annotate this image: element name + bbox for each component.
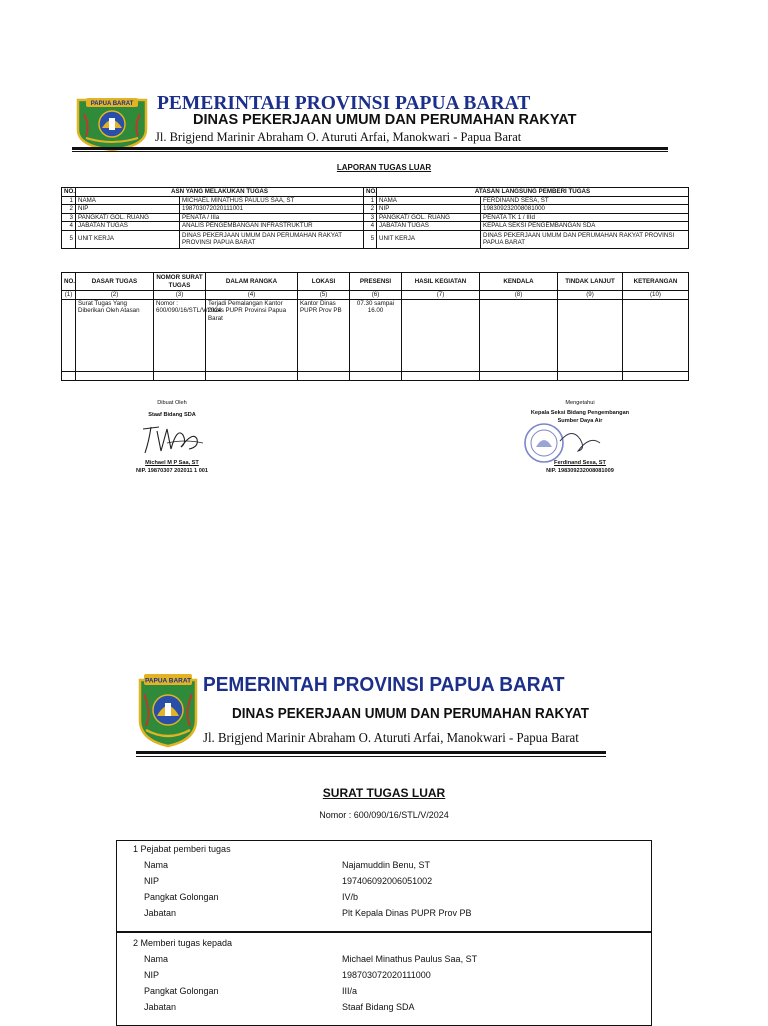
task-table-header (62, 273, 689, 291)
cell-keterangan (623, 299, 689, 371)
sig-right-nip: NIP. 198309232008081009 (546, 468, 614, 474)
col-number: (9) (558, 291, 623, 300)
row-value: FERDINAND SESA, ST (481, 196, 689, 205)
empty-cell (623, 371, 689, 380)
letterhead-address: Jl. Brigjend Marinir Abraham O. Aturuti Arfai, Manokwari - Papua Barat (155, 130, 522, 144)
row-label: NAMA (76, 196, 180, 205)
letterhead (0, 0, 768, 160)
surat-tugas-page (0, 650, 768, 1024)
row-label: UNIT KERJA (377, 230, 481, 248)
col-number: (3) (154, 291, 206, 300)
letterhead-subtitle: DINAS PEKERJAAN UMUM DAN PERUMAHAN RAKYAT (193, 112, 577, 128)
row-number: 4 (62, 222, 76, 231)
empty-cell (62, 371, 76, 380)
sig-right-line1: Mengetahui (565, 400, 595, 406)
row-value: 198309232008081000 (481, 205, 689, 214)
sig-left-name: Michael M P Saa, ST (145, 460, 199, 466)
empty-cell (402, 371, 480, 380)
table-row (62, 196, 689, 205)
col-number: (2) (76, 291, 154, 300)
header-hasil-kegiatan: HASIL KEGIATAN (402, 273, 480, 291)
table-row (62, 205, 689, 214)
cell-tindak-lanjut (558, 299, 623, 371)
empty-cell (76, 371, 154, 380)
svg-text:PAPUA BARAT: PAPUA BARAT (90, 101, 134, 107)
header-keterangan: KETERANGAN (623, 273, 689, 291)
header-nomor-surat: NOMOR SURAT TUGAS (154, 273, 206, 291)
empty-cell (350, 371, 402, 380)
signature-right (510, 399, 650, 475)
row-label: UNIT KERJA (76, 230, 180, 248)
table-row-empty (62, 371, 689, 380)
row-number: 5 (62, 230, 76, 248)
cell-dasar-tugas: Surat Tugas Yang Diberikan Oleh Atasan (76, 299, 154, 371)
letterhead-rule-thick (136, 751, 606, 754)
empty-cell (558, 371, 623, 380)
svg-text:PAPUA BARAT: PAPUA BARAT (144, 677, 192, 685)
header-lokasi: LOKASI (298, 273, 350, 291)
col-number: (6) (350, 291, 402, 300)
task-table (61, 272, 689, 381)
asn-header-no: NO. (62, 188, 76, 197)
papua-barat-emblem-icon (72, 94, 152, 152)
row-label: PANGKAT/ GOL. RUANG (377, 213, 481, 222)
section-pejabat-box (116, 840, 652, 932)
row-value: PENATA / IIIa (180, 213, 364, 222)
row-number: 1 (364, 196, 377, 205)
row-value: KEPALA SEKSI PENGEMBANGAN SDA (481, 222, 689, 231)
cell-presensi: 07.30 sampai 16.00 (350, 299, 402, 371)
cell-lokasi: Kantor Dinas PUPR Prov PB (298, 299, 350, 371)
empty-cell (206, 371, 298, 380)
header-presensi: PRESENSI (350, 273, 402, 291)
row-label: NIP (76, 205, 180, 214)
empty-cell (480, 371, 558, 380)
table-row (62, 230, 689, 248)
row-number: 3 (364, 213, 377, 222)
row-label: JABATAN TUGAS (76, 222, 180, 231)
row-value: ANALIS PENGEMBANGAN INFRASTRUKTUR (180, 222, 364, 231)
header-dalam-rangka: DALAM RANGKA (206, 273, 298, 291)
letterhead-address: Jl. Brigjend Marinir Abraham O. Aturuti Arfai, Manokwari - Papua Barat (203, 730, 579, 745)
col-number: (8) (480, 291, 558, 300)
row-number: 1 (62, 196, 76, 205)
col-number: (1) (62, 291, 76, 300)
asn-header-right: ATASAN LANGSUNG PEMBERI TUGAS (377, 188, 689, 197)
header-tindak-lanjut: TINDAK LANJUT (558, 273, 623, 291)
handwritten-signature-icon (137, 421, 207, 457)
asn-header-no2: NO. (364, 188, 377, 197)
field-label: Nama (144, 954, 169, 964)
row-value: DINAS PEKERJAAN UMUM DAN PERUMAHAN RAKYAT PROVINSI PAPUA BARAT (180, 230, 364, 248)
row-label: NAMA (377, 196, 481, 205)
field-label: Jabatan (144, 1002, 177, 1012)
field-value: Najamuddin Benu, ST (342, 860, 431, 870)
row-label: PANGKAT/ GOL. RUANG (76, 213, 180, 222)
header-no: NO. (62, 273, 76, 291)
row-number: 3 (62, 213, 76, 222)
row-value: PENATA TK 1 / IIId (481, 213, 689, 222)
surat-number: Nomor : 600/090/16/STL/V/2024 (319, 810, 449, 820)
asn-table (61, 187, 689, 249)
row-number: 4 (364, 222, 377, 231)
papua-barat-emblem-icon (136, 672, 200, 748)
row-label: JABATAN TUGAS (377, 222, 481, 231)
column-number-row (62, 291, 689, 300)
section-heading: 2 Memberi tugas kepada (133, 938, 233, 948)
row-value: 198703072020111001 (180, 205, 364, 214)
field-label: Jabatan (144, 908, 177, 918)
row-number: 5 (364, 230, 377, 248)
cell-no (62, 299, 76, 371)
col-number: (5) (298, 291, 350, 300)
field-value: Plt Kepala Dinas PUPR Prov PB (342, 908, 472, 918)
letterhead-title: PEMERINTAH PROVINSI PAPUA BARAT (203, 673, 565, 696)
field-label: NIP (144, 970, 160, 980)
section-penerima-box (116, 932, 652, 1026)
header-kendala: KENDALA (480, 273, 558, 291)
empty-cell (298, 371, 350, 380)
col-number: (4) (206, 291, 298, 300)
cell-nomor-surat: Nomor : 600/090/16/STL/V/2024 (154, 299, 206, 371)
section-heading: 1 Pejabat pemberi tugas (133, 844, 231, 854)
letterhead (0, 650, 768, 760)
field-value: III/a (342, 986, 358, 996)
field-label: Pangkat Golongan (144, 986, 219, 996)
sig-left-role: Staaf Bidang SDA (148, 412, 196, 418)
letterhead-rule-thick (72, 147, 668, 150)
cell-kendala (480, 299, 558, 371)
table-row (62, 213, 689, 222)
row-number: 2 (62, 205, 76, 214)
letterhead-rule-thin (72, 151, 668, 152)
col-number: (7) (402, 291, 480, 300)
row-label: NIP (377, 205, 481, 214)
table-row (62, 299, 689, 371)
asn-header-left: ASN YANG MELAKUKAN TUGAS (76, 188, 364, 197)
header-dasar-tugas: DASAR TUGAS (76, 273, 154, 291)
row-value: MICHAEL MINATHUS PAULUS SAA, ST (180, 196, 364, 205)
sig-left-line1: Dibuat Oleh (157, 400, 187, 406)
letterhead-title: PEMERINTAH PROVINSI PAPUA BARAT (157, 93, 531, 114)
letterhead-subtitle: DINAS PEKERJAAN UMUM DAN PERUMAHAN RAKYAT (232, 705, 590, 722)
report-title: LAPORAN TUGAS LUAR (336, 163, 432, 172)
asn-table-header (62, 188, 689, 197)
field-label: NIP (144, 876, 160, 886)
cell-hasil-kegiatan (402, 299, 480, 371)
field-value: Michael Minathus Paulus Saa, ST (342, 954, 478, 964)
field-value: 197406092006051002 (342, 876, 433, 886)
sig-left-nip: NIP. 19870307 202011 1 001 (135, 468, 209, 474)
field-label: Nama (144, 860, 169, 870)
row-number: 2 (364, 205, 377, 214)
surat-title: SURAT TUGAS LUAR (322, 786, 446, 800)
field-value: IV/b (342, 892, 359, 902)
field-value: 198703072020111000 (342, 970, 431, 980)
signature-left (112, 399, 232, 475)
field-label: Pangkat Golongan (144, 892, 219, 902)
col-number: (10) (623, 291, 689, 300)
sig-right-role: Kepala Seksi Bidang Pengembangan (530, 410, 630, 416)
sig-right-role-2: Sumber Daya Air (557, 418, 603, 424)
table-row (62, 222, 689, 231)
empty-cell (154, 371, 206, 380)
letterhead-rule-thin (136, 756, 606, 757)
field-value: Staaf Bidang SDA (342, 1002, 415, 1012)
row-value: DINAS PEKERJAAN UMUM DAN PERUMAHAN RAKYAT PROVINSI PAPUA BARAT (481, 230, 689, 248)
sig-right-name: Ferdinand Sesa, ST (554, 460, 606, 466)
cell-dalam-rangka: Terjadi Pemalangan Kantor Dinas PUPR Provinsi Papua Barat (206, 299, 298, 371)
